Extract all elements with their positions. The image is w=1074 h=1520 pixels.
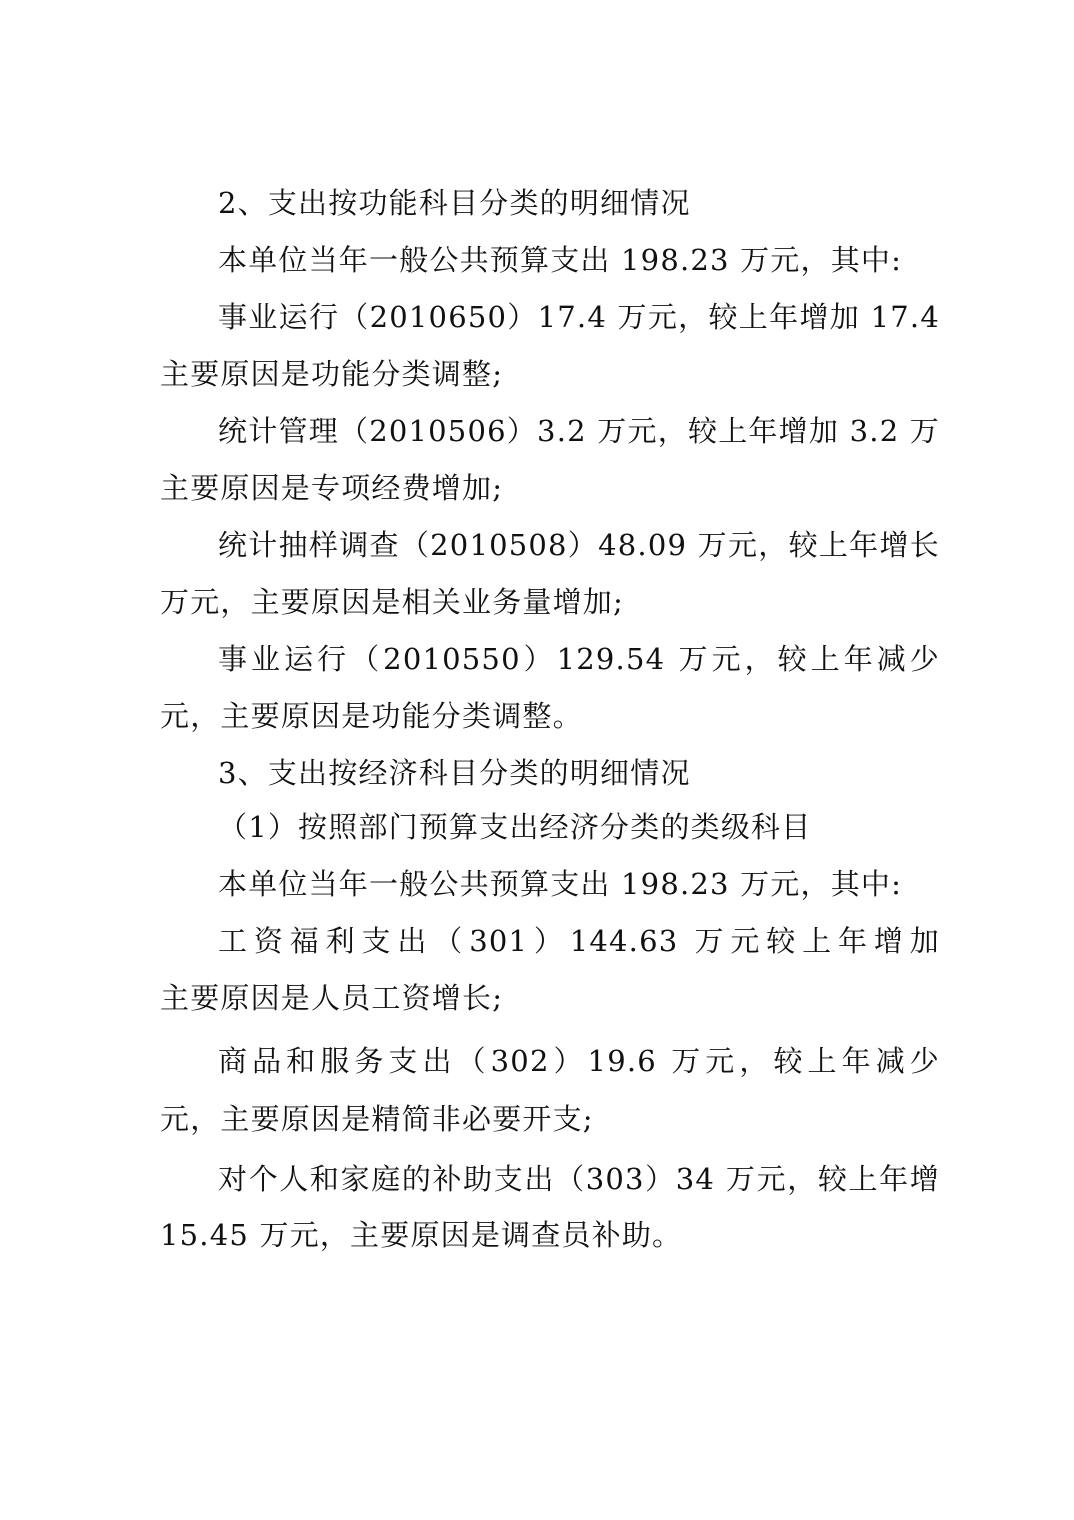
paragraph-line: 工资福利支出（301）144.63 万元较上年增加 [218, 924, 940, 958]
paragraph-line: 本单位当年一般公共预算支出 198.23 万元，其中: [218, 243, 903, 277]
paragraph-line: 事业运行（2010650）17.4 万元，较上年增加 17.4 [218, 300, 940, 334]
subheading-category-level: （1）按照部门预算支出经济分类的类级科目 [218, 810, 812, 844]
paragraph-line: 15.45 万元，主要原因是调查员补助。 [160, 1218, 683, 1252]
paragraph-line: 万元，主要原因是相关业务量增加; [160, 585, 624, 619]
paragraph-line: 主要原因是人员工资增长; [160, 981, 504, 1015]
paragraph-line: 元，主要原因是精简非必要开支; [160, 1102, 594, 1136]
paragraph-line: 对个人和家庭的补助支出（303）34 万元，较上年增 [218, 1162, 940, 1196]
heading-function-classification: 2、支出按功能科目分类的明细情况 [218, 186, 691, 220]
paragraph-line: 本单位当年一般公共预算支出 198.23 万元，其中: [218, 867, 903, 901]
paragraph-line: 统计抽样调查（2010508）48.09 万元，较上年增长 [218, 528, 940, 562]
paragraph-line: 商品和服务支出（302）19.6 万元，较上年减少 [218, 1044, 940, 1078]
heading-economic-classification: 3、支出按经济科目分类的明细情况 [218, 756, 691, 790]
paragraph-line: 元，主要原因是功能分类调整。 [160, 699, 583, 733]
paragraph-line: 主要原因是功能分类调整; [160, 357, 504, 391]
paragraph-line: 事业运行（2010550）129.54 万元，较上年减少 [218, 642, 940, 676]
paragraph-line: 主要原因是专项经费增加; [160, 471, 504, 505]
paragraph-line: 统计管理（2010506）3.2 万元，较上年增加 3.2 万 [218, 414, 940, 448]
